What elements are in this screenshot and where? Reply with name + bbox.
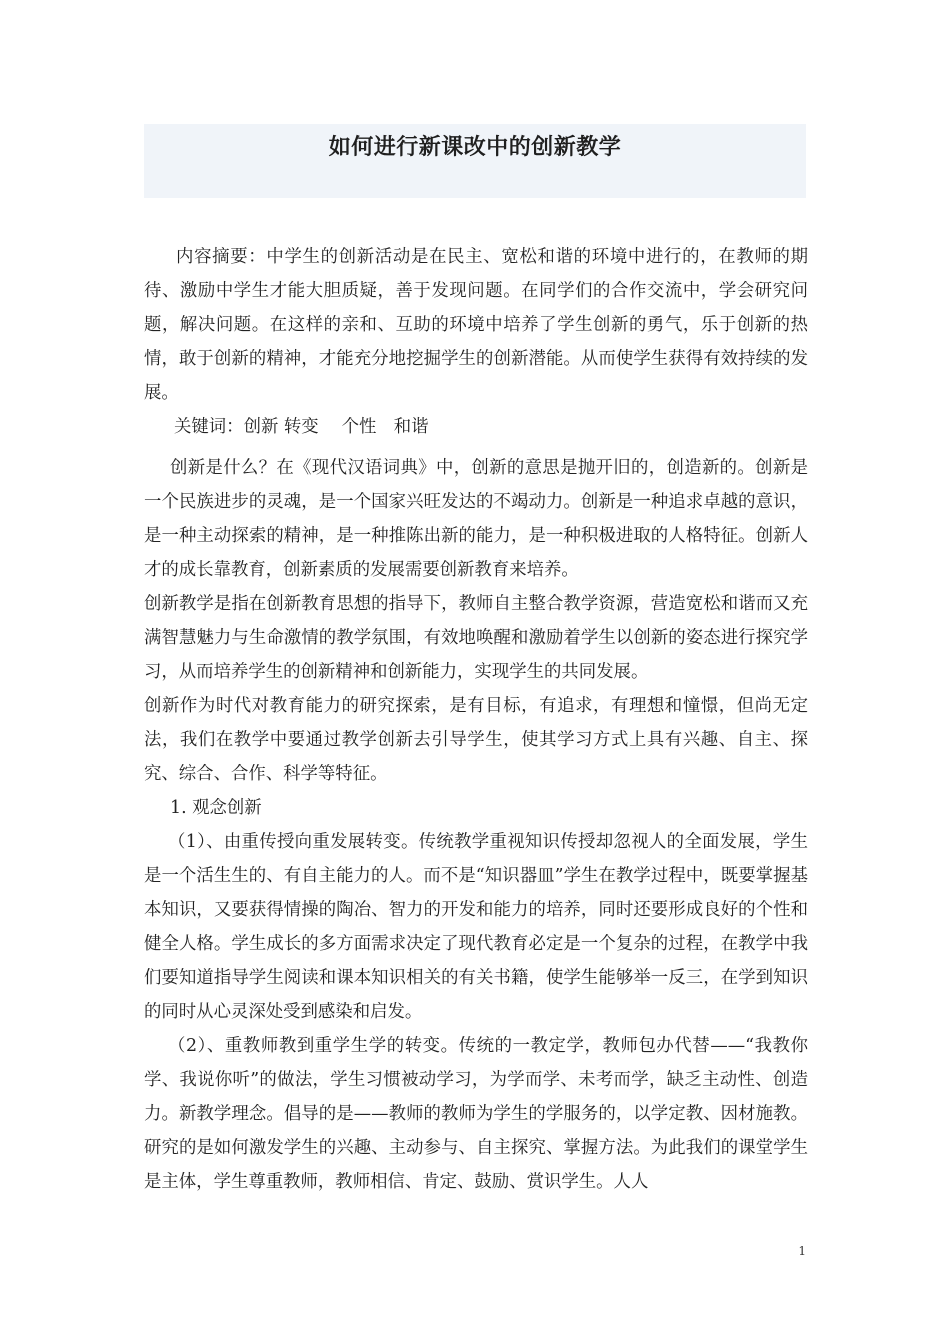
item-2-paragraph: （2）、重教师教到重学生学的转变。传统的一教定学，教师包办代替——“我教你学、我说你听”的做法，学生习惯被动学习，为学而学、未考而学，缺乏主动性、创造力。新教学理念。倡导的是——教师的教师为学生的学服务的，以学定教、因材施教。研究的是如何激发学生的兴趣、主动参与、自主探究、掌握方法。为此我们的课堂学生是主体，学生尊重教师，教师相信、肯定、鼓励、赏识学生。人人: [144, 1036, 808, 1192]
body-block-top: [144, 240, 808, 444]
document-title: 如何进行新课改中的创新教学: [328, 135, 622, 160]
exploration-paragraph: 创新作为时代对教育能力的研究探索，是有目标，有追求，有理想和憧憬，但尚无定法，我们在教学中要通过教学创新去引导学生，使其学习方式上具有兴趣、自主、探究、综合、合作、科学等特征。: [144, 696, 808, 784]
page-number: 1: [798, 1244, 806, 1258]
definition-paragraph: 创新是什么？在《现代汉语词典》中，创新的意思是抛开旧的，创造新的。创新是一个民族进步的灵魂，是一个国家兴旺发达的不竭动力。创新是一种追求卓越的意识，是一种主动探索的精神，是一种推陈出新的能力，是一种积极进取的人格特征。创新人才的成长靠教育，创新素质的发展需要创新教育来培养。: [144, 458, 808, 580]
teaching-definition-paragraph: 创新教学是指在创新教育思想的指导下，教师自主整合教学资源，营造宽松和谐而又充满智慧魅力与生命激情的教学氛围，有效地唤醒和激励着学生以创新的姿态进行探究学习，从而培养学生的创新精神和创新能力，实现学生的共同发展。: [144, 594, 808, 682]
keywords-line: 关键词：创新 转变 个性 和谐: [174, 417, 429, 437]
section-heading: 1. 观念创新: [170, 798, 262, 818]
body-block-main: [144, 451, 808, 1199]
item-1-paragraph: （1）、由重传授向重发展转变。传统教学重视知识传授却忽视人的全面发展，学生是一个活生生的、有自主能力的人。而不是“知识器皿”学生在教学过程中，既要掌握基本知识，又要获得情操的陶冶、智力的开发和能力的培养，同时还要形成良好的个性和健全人格。学生成长的多方面需求决定了现代教育必定是一个复杂的过程，在教学中我们要知道指导学生阅读和课本知识相关的有关书籍，使学生能够举一反三，在学到知识的同时从心灵深处受到感染和启发。: [144, 832, 808, 1022]
abstract-paragraph: 内容摘要：中学生的创新活动是在民主、宽松和谐的环境中进行的，在教师的期待、激励中学生才能大胆质疑，善于发现问题。在同学们的合作交流中，学会研究问题，解决问题。在这样的亲和、互助的环境中培养了学生创新的勇气，乐于创新的热情，敢于创新的精神，才能充分地挖掘学生的创新潜能。从而使学生获得有效持续的发展。: [144, 247, 808, 403]
